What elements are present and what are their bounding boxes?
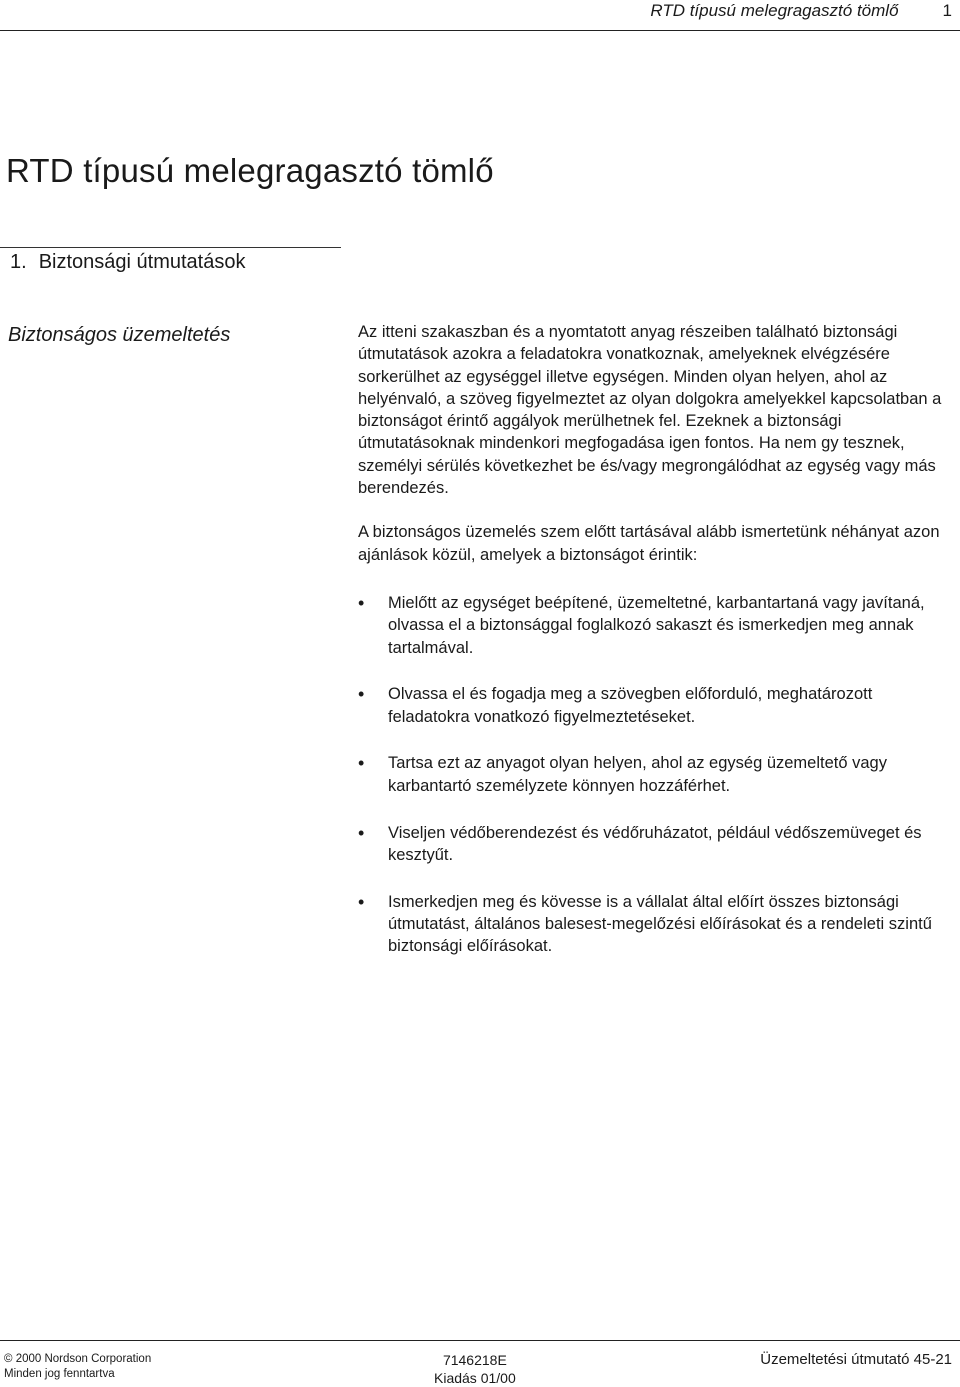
bullet-icon: • (358, 891, 365, 912)
running-header-page-number: 1 (942, 1, 952, 20)
section-number: 1. (10, 251, 27, 273)
intro-paragraph: Az itteni szakaszban és a nyomtatott anyag részeiben található biztonsági útmutatások azokra a feladatokra vonatkoznak, amelyeknek elvégzésére sorkerülhet az egységgel illetve egységen. Minden olyan helyen, ahol az helyénvaló, a szöveg figyelmeztet az olyan dolgokra amelyekkel kapcsolatban a biztonságot érintő aggályok merülhetnek fel. Ezeknek a biztonsági útmutatásoknak mindenkori megfogadása igen fontos. Ha nem gy tesznek, személyi sérülés következhet be és/vagy megrongálódhat az egység vagy más berendezés. (358, 323, 942, 498)
footer-divider (0, 1340, 960, 1341)
footer-copyright: 2000 Nordson Corporation (15, 1353, 152, 1365)
header-divider (0, 30, 960, 31)
body-column (358, 321, 958, 982)
section-heading (10, 249, 245, 275)
safety-list (358, 592, 958, 958)
bullet-icon: • (358, 822, 365, 843)
list-item (358, 752, 958, 797)
copyright-icon: © (4, 1353, 13, 1365)
list-item-text: Olvassa el és fogadja meg a szövegben előforduló, meghatározott feladatokra vonatkozó figyelmeztetéseket. (388, 685, 873, 726)
recommendations-paragraph: A biztonságos üzemelés szem előtt tartásával alább ismertetünk néhányat azon ajánlások közül, amelyek a biztonságot érintik: (358, 523, 940, 564)
footer-edition: Kiadás 01/00 (434, 1370, 516, 1386)
bullet-icon: • (358, 592, 365, 613)
list-item (358, 592, 958, 659)
running-header (650, 0, 952, 22)
list-item-text: Mielőtt az egységet beépítené, üzemeltetné, karbantartaná vagy javítaná, olvassa el a biztonsággal foglalkozó sakaszt és ismerkedjen meg annak tartalmával. (388, 593, 925, 657)
footer-part-number: 7146218E (442, 1352, 507, 1368)
footer-part-block (434, 1351, 516, 1387)
running-header-title: RTD típusú melegragasztó tömlő (650, 1, 899, 20)
bullet-icon: • (358, 753, 365, 774)
document-title: RTD típusú melegragasztó tömlő (6, 152, 494, 189)
footer-copyright-block (4, 1352, 151, 1382)
subsection-title: Biztonságos üzemeltetés (8, 324, 231, 346)
list-item (358, 683, 958, 728)
footer-manual-page: Üzemeltetési útmutató 45-21 (760, 1351, 952, 1368)
list-item-text: Tartsa ezt az anyagot olyan helyen, ahol az egység üzemeltető vagy karbantartó személyzete könnyen hozzáférhet. (388, 754, 887, 795)
footer-rights: Minden jog fenntartva (4, 1368, 115, 1380)
section-divider (0, 247, 341, 248)
list-item (358, 822, 958, 867)
list-item-text: Viseljen védőberendezést és védőruházatot, például védőszemüveget és kesztyűt. (388, 823, 922, 864)
section-title: Biztonsági útmutatások (38, 251, 246, 273)
bullet-icon: • (358, 684, 365, 705)
list-item (358, 891, 958, 958)
list-item-text: Ismerkedjen meg és kövesse is a vállalat által előírt összes biztonsági útmutatást, általános balesest-megelőzési előírásokat és a rendeleti szintű biztonsági előírásokat. (388, 892, 932, 956)
